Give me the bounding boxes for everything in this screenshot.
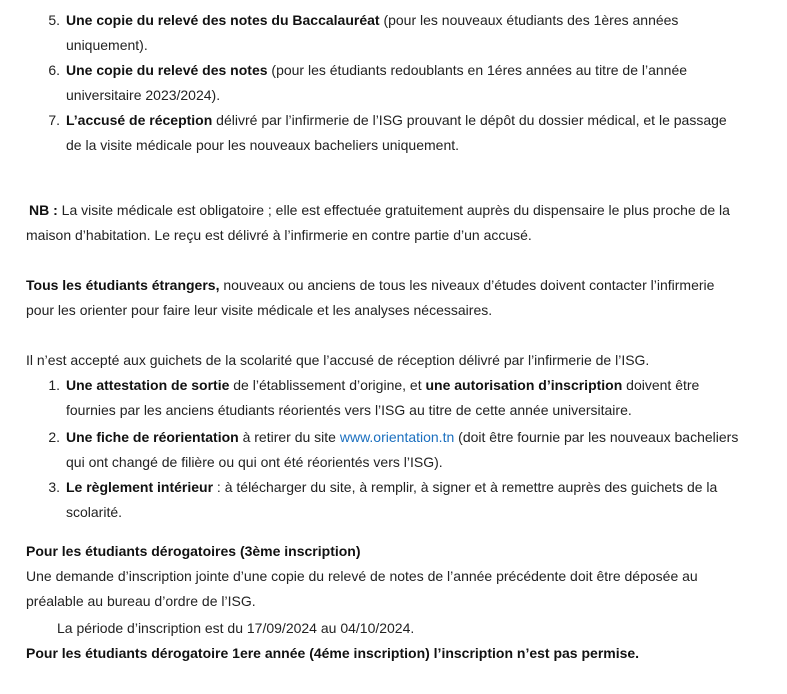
list-item-bold: Une fiche de réorientation xyxy=(66,429,239,445)
list-item xyxy=(66,110,727,130)
foreign-line-continuation: pour les orienter pour faire leur visite médicale et les analyses nécessaires. xyxy=(26,302,493,318)
list-item-continuation: qui ont changé de filière ou qui ont été réorientés vers l’ISG). xyxy=(66,454,443,470)
list-item-number: 1. xyxy=(48,377,60,393)
list-item-bold: Une copie du relevé des notes du Baccalauréat xyxy=(66,12,380,28)
foreign-text: nouveaux ou anciens de tous les niveaux d’études doivent contacter l’infirmerie xyxy=(219,277,715,293)
list-item-number: 7. xyxy=(48,112,60,128)
list-item-text: (pour les étudiants redoublants en 1éres années au titre de l’année xyxy=(267,62,688,78)
list-item-text: de l’établissement d’origine, et xyxy=(229,377,426,393)
list-item-bold: Le règlement intérieur xyxy=(66,479,214,495)
foreign-line xyxy=(26,275,714,295)
final-notice xyxy=(26,643,639,663)
list-item-bold: Une attestation de sortie xyxy=(66,377,230,393)
orientation-site-link[interactable]: www.orientation.tn xyxy=(339,429,455,445)
list-item-bold: une autorisation d’inscription xyxy=(425,377,623,393)
list-item-number: 3. xyxy=(48,479,60,495)
list-item-bold: Une copie du relevé des notes xyxy=(66,62,268,78)
list-item-continuation: uniquement). xyxy=(66,37,148,53)
list-item-bold: L’accusé de réception xyxy=(66,112,213,128)
list-item xyxy=(66,477,717,497)
foreign-bold: Tous les étudiants étrangers, xyxy=(26,277,220,293)
nb-label: NB : xyxy=(29,202,58,218)
list-item xyxy=(66,60,687,80)
list-item-text: (pour les nouveaux étudiants des 1ères années xyxy=(379,12,679,28)
list-item-text: délivré par l’infirmerie de l’ISG prouvant le dépôt du dossier médical, et le passage xyxy=(212,112,727,128)
list-item-continuation: universitaire 2023/2024). xyxy=(66,87,221,103)
final-notice-text: Pour les étudiants dérogatoire 1ere année (4éme inscription) l’inscription n’est pas permise. xyxy=(26,645,640,661)
scolarite-note: Il n’est accepté aux guichets de la scolarité que l’accusé de réception délivré par l’infirmerie de l’ISG. xyxy=(26,352,650,368)
list-item xyxy=(66,427,738,447)
list-item-number: 5. xyxy=(48,12,60,28)
list-item-text: à retirer du site xyxy=(238,429,340,445)
inscription-period: La période d’inscription est du 17/09/2024 au 04/10/2024. xyxy=(57,620,415,636)
list-item-continuation: fournies par les anciens étudiants réorientés vers l’ISG au titre de cette année universitaire. xyxy=(66,402,632,418)
derogatoire-line-continuation: préalable au bureau d’ordre de l’ISG. xyxy=(26,593,256,609)
derogatoire-heading xyxy=(26,541,361,561)
list-item xyxy=(66,10,678,30)
list-item-continuation: de la visite médicale pour les nouveaux bacheliers uniquement. xyxy=(66,137,460,153)
list-item-number: 2. xyxy=(48,429,60,445)
list-item xyxy=(66,375,699,395)
list-item-continuation: scolarité. xyxy=(66,504,123,520)
list-item-text: (doit être fournie par les nouveaux bacheliers xyxy=(454,429,739,445)
nb-line-continuation: maison d’habitation. Le reçu est délivré à l’infirmerie en contre partie d’un accusé. xyxy=(26,227,532,243)
list-item-text: doivent être xyxy=(622,377,700,393)
derogatoire-line: Une demande d’inscription jointe d’une copie du relevé de notes de l’année précédente doit être déposée au xyxy=(26,568,698,584)
nb-line xyxy=(29,200,730,220)
derogatoire-heading-text: Pour les étudiants dérogatoires (3ème inscription) xyxy=(26,543,361,559)
nb-text: La visite médicale est obligatoire ; elle est effectuée gratuitement auprès du dispensaire le plus proche de la xyxy=(57,202,730,218)
list-item-text: : à télécharger du site, à remplir, à signer et à remettre auprès des guichets de la xyxy=(213,479,718,495)
list-item-number: 6. xyxy=(48,62,60,78)
